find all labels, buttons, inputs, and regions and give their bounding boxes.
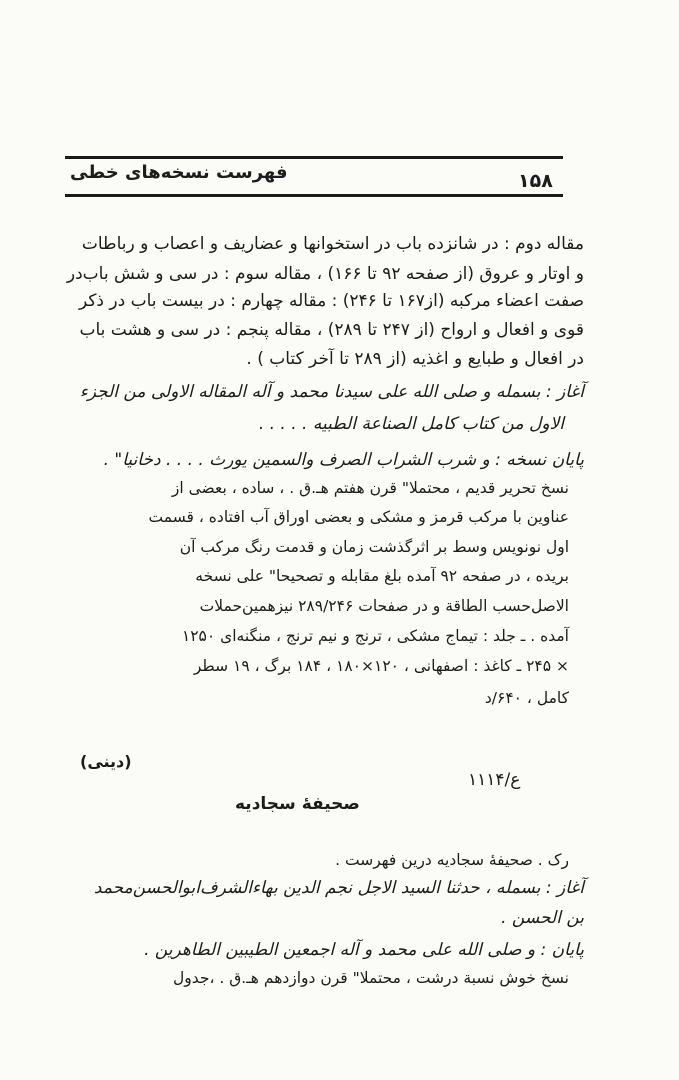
incipit-line: بن الحسن . bbox=[501, 908, 584, 928]
body-line: مقاله دوم : در شانزده باب در استخوانها و عضاریف و اعصاب و رباطات bbox=[81, 234, 584, 254]
manuscript-number: ع/۱۱۱۴ bbox=[468, 770, 521, 790]
header-top-rule bbox=[65, 156, 563, 159]
note-line: × ۲۴۵ ـ کاغذ : اصفهانی ، ۱۲۰×۱۸۰ ، ۱۸۴ برگ ، ۱۹ سطر bbox=[193, 657, 569, 675]
category-label: (دینی) bbox=[80, 752, 132, 771]
note-line: آمده . ـ جلد : تیماج مشکی ، ترنج و نیم ترنج ، منگنه‌ای ۱۲۵۰ bbox=[181, 627, 569, 645]
note-line: عناوین با مرکب قرمز و مشکی و بعضی اوراق آب افتاده ، قسمت bbox=[148, 508, 569, 526]
body-line: و اوتار و عروق (از صفحه ۹۲ تا ۱۶۶) ، مقاله سوم : در سی و شش باب‌در bbox=[66, 264, 584, 284]
note-line: کامل ، ۶۴۰/د bbox=[484, 689, 569, 707]
note-line: الاصل‌حسب الطاقة و در صفحات ۲۸۹/۲۴۶ نیزهمین‌حملات bbox=[199, 597, 569, 615]
note-line: نسخ خوش نسبة درشت ، محتملا" قرن دوازدهم هـ.ق . ،جدول bbox=[173, 969, 569, 987]
page-number: ۱۵۸ bbox=[518, 170, 553, 192]
reference-line: رک . صحیفهٔ سجادیه درین فهرست . bbox=[335, 851, 569, 869]
explicit-line: پایان نسخه : و شرب الشراب الصرف والسمین یورث . . . . دخانیا" . bbox=[103, 450, 584, 470]
note-line: بریده ، در صفحه ۹۲ آمده بلغ مقابله و تصحیحا" علی نسخه bbox=[195, 567, 569, 585]
body-line: قوی و افعال و ارواح (از ۲۴۷ تا ۲۸۹) ، مقاله پنجم : در سی و هشت باب bbox=[79, 320, 584, 340]
running-title: فهرست نسخه‌های خطی bbox=[70, 162, 288, 183]
body-line: صفت اعضاء مرکبه (از۱۶۷ تا ۲۴۶) : مقاله چهارم : در بیست باب در ذکر bbox=[78, 291, 584, 311]
incipit-line: آغاز : بسمله و صلی الله علی سیدنا محمد و آله المقاله الاولی من الجزء bbox=[79, 382, 584, 402]
incipit-line: الاول من کتاب کامل الصناعة الطبیه . . . . . bbox=[258, 414, 564, 434]
incipit-line: آغاز : بسمله ، حدثنا السید الاجل نجم الدین بهاءالشرف‌ابوالحسن‌محمد bbox=[93, 878, 584, 898]
body-line: در افعال و طبایع و اغذیه (از ۲۸۹ تا آخر کتاب ) . bbox=[246, 349, 584, 369]
entry-title: صحیفهٔ سجادیه bbox=[235, 794, 360, 814]
explicit-line: پایان : و صلی الله علی محمد و آله اجمعین الطیبین الطاهرین . bbox=[144, 940, 584, 960]
note-line: اول نونویس وسط بر اثرگذشت زمان و قدمت رنگ مرکب آن bbox=[179, 538, 569, 556]
note-line: نسخ تحریر قدیم ، محتملا" قرن هفتم هـ.ق . ، ساده ، بعضی از bbox=[171, 479, 569, 497]
header-bottom-rule bbox=[65, 194, 563, 197]
